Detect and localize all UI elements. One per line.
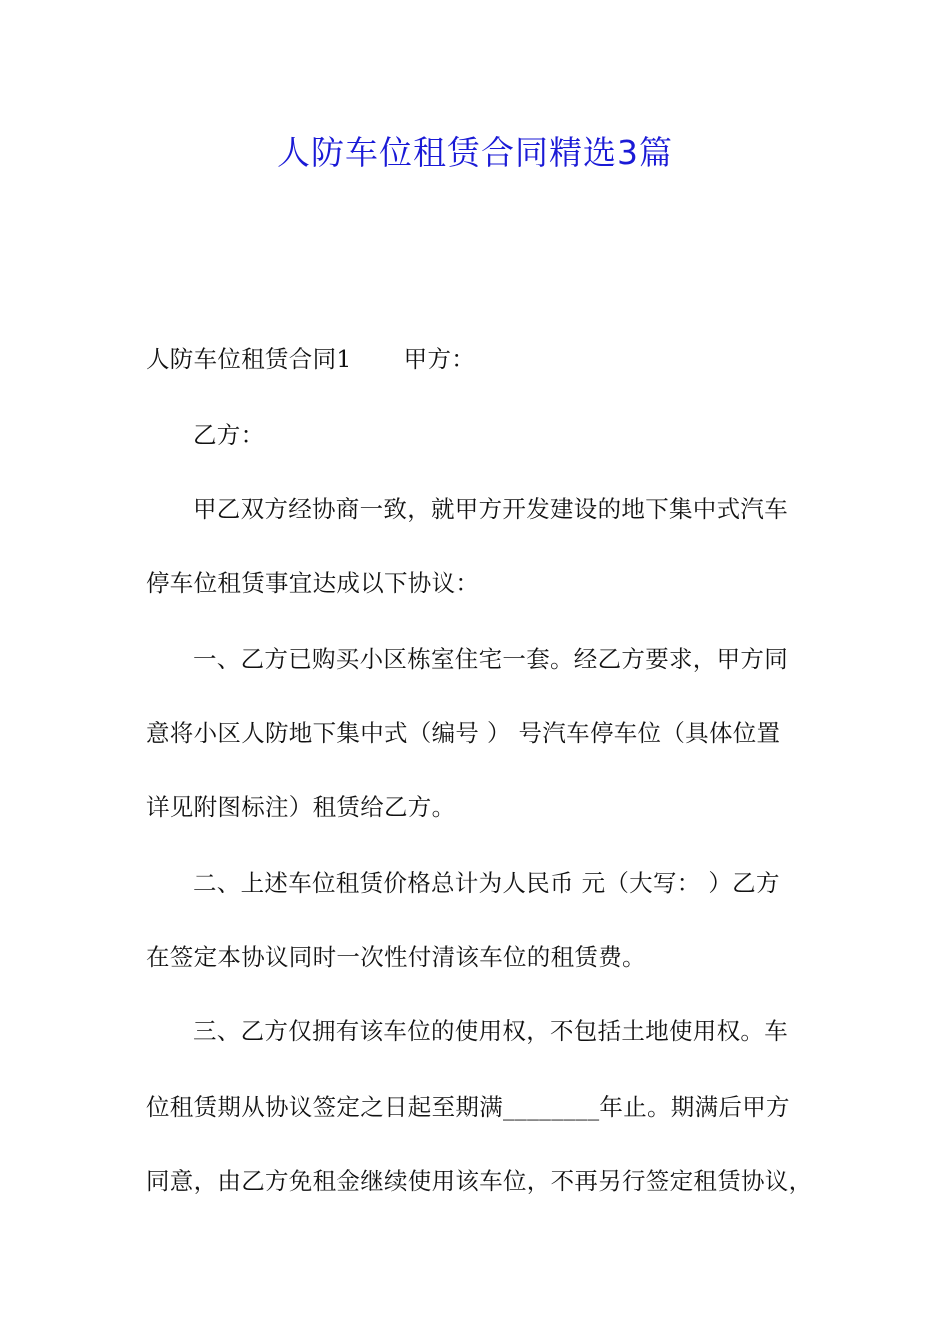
party-a-label: 甲方： [403,345,476,373]
contract-heading: 人防车位租赁合同1 [146,345,352,373]
paragraph-line: 三、乙方仅拥有该车位的使用权，不包括土地使用权。车 [193,1017,788,1045]
paragraph-line: 一、乙方已购买小区栋室住宅一套。经乙方要求，甲方同 [193,645,788,673]
paragraph-line: 同意，由乙方免租金继续使用该车位，不再另行签定租赁协议， [146,1167,813,1195]
paragraph-line: 停车位租赁事宜达成以下协议： [146,569,480,597]
paragraph-line: 意将小区人防地下集中式（编号 ） 号汽车停车位（具体位置 [146,719,781,747]
paragraph-line: 位租赁期从协议签定之日起至期满________年止。期满后甲方 [146,1093,790,1121]
paragraph-line: 甲乙双方经协商一致，就甲方开发建设的地下集中式汽车 [193,495,788,523]
contract-heading-line [0,342,950,376]
party-b-label: 乙方： [193,421,265,449]
paragraph-line: 在签定本协议同时一次性付清该车位的租赁费。 [146,943,646,971]
paragraph-line: 详见附图标注）租赁给乙方。 [146,793,456,821]
document-title: 人防车位租赁合同精选3篇 [277,133,673,172]
paragraph-line: 二、上述车位租赁价格总计为人民币 元（大写： ）乙方 [193,869,780,897]
